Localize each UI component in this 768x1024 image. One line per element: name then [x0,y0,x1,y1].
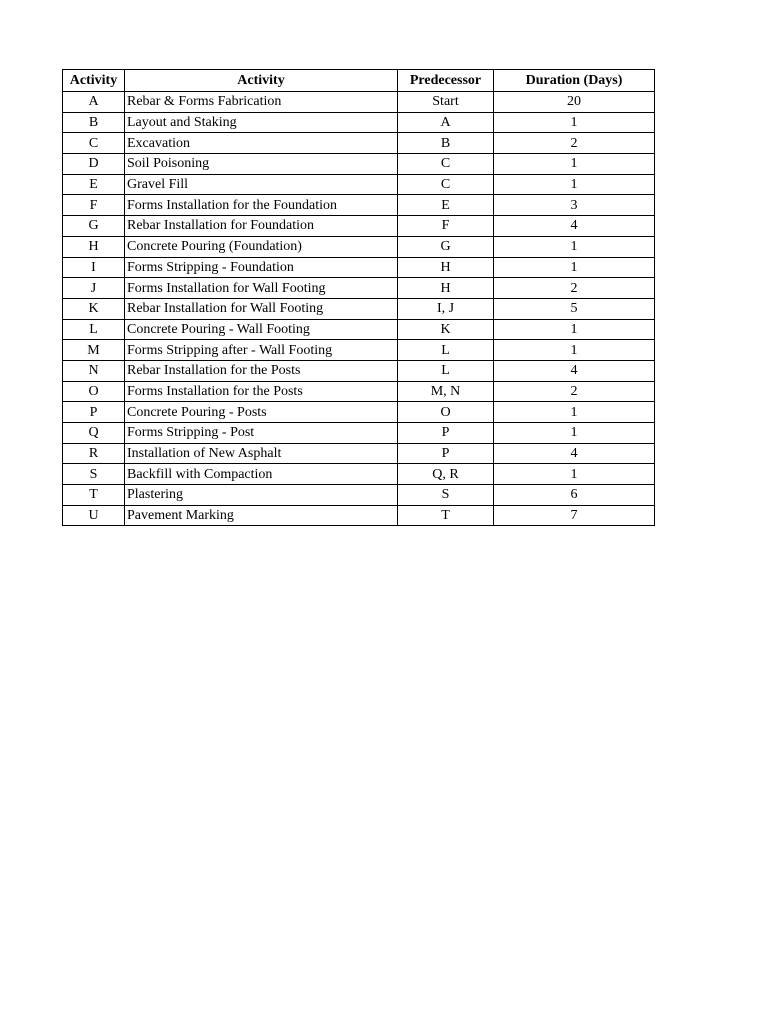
cell-predecessor: C [398,154,494,175]
header-predecessor: Predecessor [398,70,494,92]
cell-duration: 1 [494,464,655,485]
cell-activity-id: S [63,464,125,485]
cell-predecessor: S [398,485,494,506]
cell-activity-id: K [63,298,125,319]
cell-activity-id: A [63,92,125,113]
cell-activity-id: M [63,340,125,361]
cell-activity-name: Pavement Marking [125,505,398,526]
cell-activity-name: Forms Installation for the Foundation [125,195,398,216]
cell-predecessor: B [398,133,494,154]
table-row [63,257,655,278]
cell-activity-id: B [63,112,125,133]
cell-duration: 1 [494,174,655,195]
cell-predecessor: L [398,340,494,361]
cell-activity-name: Forms Stripping - Foundation [125,257,398,278]
table-row [63,402,655,423]
cell-activity-id: F [63,195,125,216]
cell-predecessor: M, N [398,381,494,402]
cell-activity-id: I [63,257,125,278]
cell-predecessor: O [398,402,494,423]
cell-duration: 6 [494,485,655,506]
activity-table [62,69,655,526]
table-row [63,340,655,361]
table-row [63,195,655,216]
cell-duration: 5 [494,298,655,319]
cell-activity-name: Plastering [125,485,398,506]
cell-activity-id: O [63,381,125,402]
cell-duration: 1 [494,257,655,278]
header-duration: Duration (Days) [494,70,655,92]
cell-activity-name: Concrete Pouring (Foundation) [125,236,398,257]
table-row [63,112,655,133]
table-row [63,278,655,299]
table-row [63,360,655,381]
cell-predecessor: H [398,257,494,278]
cell-duration: 1 [494,112,655,133]
cell-activity-name: Excavation [125,133,398,154]
cell-predecessor: E [398,195,494,216]
cell-predecessor: L [398,360,494,381]
cell-activity-id: T [63,485,125,506]
cell-duration: 7 [494,505,655,526]
cell-activity-name: Installation of New Asphalt [125,443,398,464]
cell-activity-name: Soil Poisoning [125,154,398,175]
cell-activity-id: C [63,133,125,154]
table-row [63,216,655,237]
table-row [63,92,655,113]
table-row [63,174,655,195]
cell-activity-id: H [63,236,125,257]
cell-activity-name: Backfill with Compaction [125,464,398,485]
table-header [63,70,655,92]
cell-activity-id: J [63,278,125,299]
cell-duration: 20 [494,92,655,113]
table-row [63,485,655,506]
cell-duration: 3 [494,195,655,216]
table-row [63,133,655,154]
cell-duration: 1 [494,402,655,423]
cell-activity-name: Gravel Fill [125,174,398,195]
cell-predecessor: C [398,174,494,195]
table-row [63,443,655,464]
cell-activity-id: D [63,154,125,175]
cell-activity-id: E [63,174,125,195]
cell-activity-id: R [63,443,125,464]
cell-activity-name: Forms Installation for Wall Footing [125,278,398,299]
cell-activity-name: Rebar Installation for Wall Footing [125,298,398,319]
cell-activity-id: L [63,319,125,340]
cell-predecessor: Start [398,92,494,113]
table-row [63,423,655,444]
header-activity-id: Activity [63,70,125,92]
table-body [63,92,655,526]
cell-predecessor: P [398,423,494,444]
cell-activity-id: G [63,216,125,237]
table-row [63,298,655,319]
cell-activity-id: N [63,360,125,381]
cell-activity-id: P [63,402,125,423]
cell-predecessor: T [398,505,494,526]
header-activity-name: Activity [125,70,398,92]
cell-duration: 1 [494,236,655,257]
cell-duration: 1 [494,154,655,175]
cell-predecessor: P [398,443,494,464]
cell-predecessor: G [398,236,494,257]
cell-activity-name: Rebar Installation for Foundation [125,216,398,237]
cell-duration: 1 [494,319,655,340]
cell-activity-name: Rebar Installation for the Posts [125,360,398,381]
cell-activity-name: Concrete Pouring - Wall Footing [125,319,398,340]
table-row [63,505,655,526]
table-row [63,319,655,340]
cell-duration: 2 [494,278,655,299]
cell-predecessor: F [398,216,494,237]
cell-activity-name: Rebar & Forms Fabrication [125,92,398,113]
cell-predecessor: K [398,319,494,340]
table-row [63,236,655,257]
cell-predecessor: Q, R [398,464,494,485]
table-row [63,464,655,485]
cell-predecessor: A [398,112,494,133]
cell-activity-name: Forms Stripping after - Wall Footing [125,340,398,361]
cell-duration: 4 [494,216,655,237]
cell-activity-id: U [63,505,125,526]
cell-duration: 1 [494,423,655,444]
cell-duration: 2 [494,381,655,402]
cell-activity-name: Layout and Staking [125,112,398,133]
cell-duration: 4 [494,360,655,381]
cell-activity-id: Q [63,423,125,444]
cell-activity-name: Forms Stripping - Post [125,423,398,444]
header-row [63,70,655,92]
cell-duration: 4 [494,443,655,464]
cell-duration: 1 [494,340,655,361]
cell-predecessor: I, J [398,298,494,319]
table-row [63,381,655,402]
cell-predecessor: H [398,278,494,299]
cell-activity-name: Forms Installation for the Posts [125,381,398,402]
cell-activity-name: Concrete Pouring - Posts [125,402,398,423]
table-row [63,154,655,175]
cell-duration: 2 [494,133,655,154]
